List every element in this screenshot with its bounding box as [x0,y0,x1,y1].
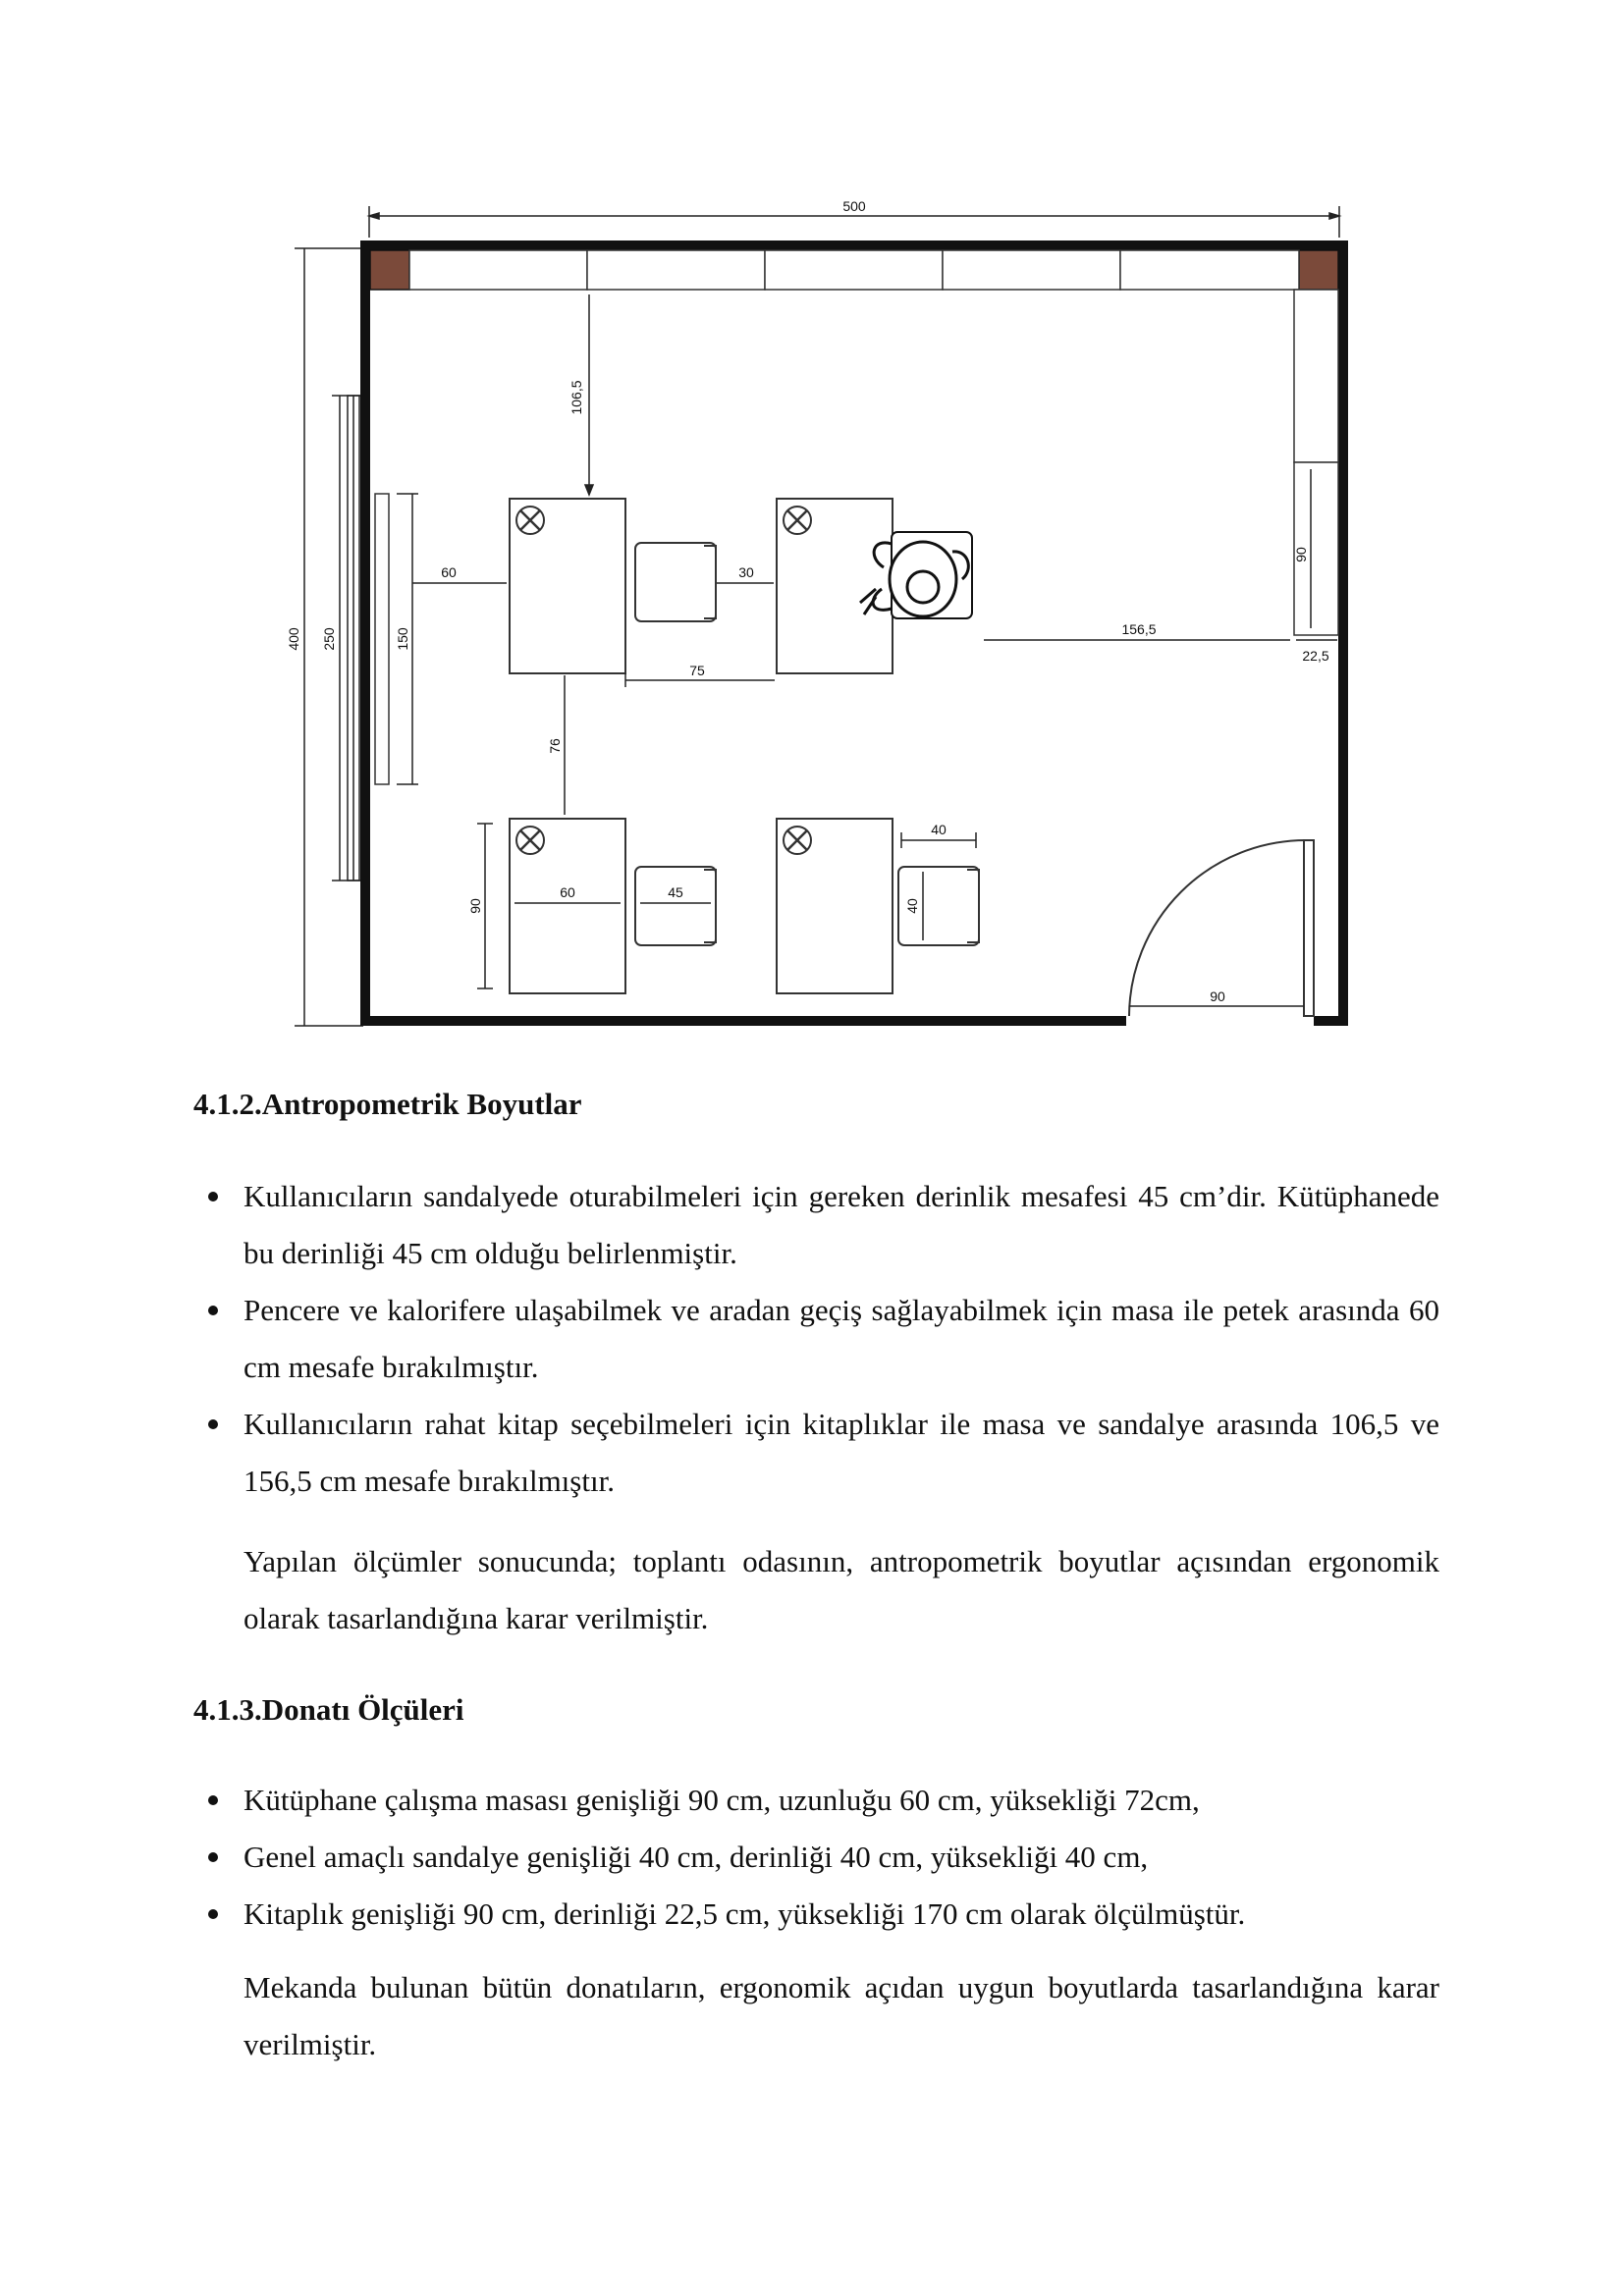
paragraph: Yapılan ölçümler sonucunda; toplantı odasının, antropometrik boyutlar açısından ergonomik olarak tasarlandığına karar verilmiştir. [244,1544,1439,1635]
dim-label-table-width: 60 [560,884,575,900]
dim-label-shelf-to-table: 106,5 [568,380,584,415]
list-item: Kütüphane çalışma masası genişliği 90 cm, uzunluğu 60 cm, yüksekliği 72cm, [244,1772,1439,1829]
dim-label-shelf-depth: 22,5 [1302,648,1329,664]
table [510,819,625,993]
chair [635,867,716,945]
dim-label-room-depth: 400 [286,627,301,651]
dimension-shelf-to-table [585,294,593,495]
dim-label-table-span: 75 [689,663,705,678]
list-item: Kullanıcıların rahat kitap seçebilmeleri için kitaplıklar ile masa ve sandalye arasında 106,5 ve 156,5 cm mesafe bırakılmıştır. [244,1396,1439,1510]
dim-label-window: 250 [321,627,337,651]
chair [635,543,716,621]
dim-label-room-width: 500 [842,198,866,214]
dim-label-shelf-height: 90 [1293,547,1309,562]
dim-label-door: 90 [1210,988,1225,1004]
list-item: Kullanıcıların sandalyede oturabilmeleri için gereken derinlik mesafesi 45 cm’dir. Kütüphanede bu derinliği 45 cm olduğu belirlenmiştir. [244,1168,1439,1282]
floor-plan [275,187,1365,1050]
dim-label-radiator-gap: 60 [441,564,457,580]
dim-label-chair-width: 40 [931,822,947,837]
dim-label-chair-depth: 45 [668,884,683,900]
table [777,499,893,673]
bookshelf-top [409,250,1299,290]
section-heading-anthropometric: 4.1.2.Antropometrik Boyutlar [193,1087,582,1121]
paragraph: Mekanda bulunan bütün donatıların, ergonomik açıdan uygun boyutlarda tasarlandığına karar verilmiştir. [244,1970,1439,2061]
section-heading-equipment: 4.1.3.Donatı Ölçüleri [193,1692,464,1727]
list-item: Genel amaçlı sandalye genişliği 40 cm, derinliği 40 cm, yüksekliği 40 cm, [244,1829,1439,1886]
dim-label-table-depth: 90 [467,898,483,914]
dim-label-radiator: 150 [395,627,410,651]
dim-label-chair-depth-b: 40 [904,898,920,914]
table [510,499,625,673]
radiator [375,494,389,784]
table [777,819,893,993]
dim-label-chair-gap: 30 [738,564,754,580]
bookshelf-right [1294,290,1338,635]
list-item: Pencere ve kalorifere ulaşabilmek ve aradan geçiş sağlayabilmek için masa ile petek arasında 60 cm mesafe bırakılmıştır. [244,1282,1439,1396]
list-item: Kitaplık genişliği 90 cm, derinliği 22,5 cm, yüksekliği 170 cm olarak ölçülmüştür. [244,1886,1439,1943]
dim-label-seated-to-shelf: 156,5 [1121,621,1157,637]
column-right [1299,250,1338,290]
dim-label-table-gap: 76 [547,738,563,754]
window [332,396,365,881]
anthropometric-list [244,1168,1439,1510]
column-left [370,250,409,290]
equipment-list [244,1772,1439,1943]
